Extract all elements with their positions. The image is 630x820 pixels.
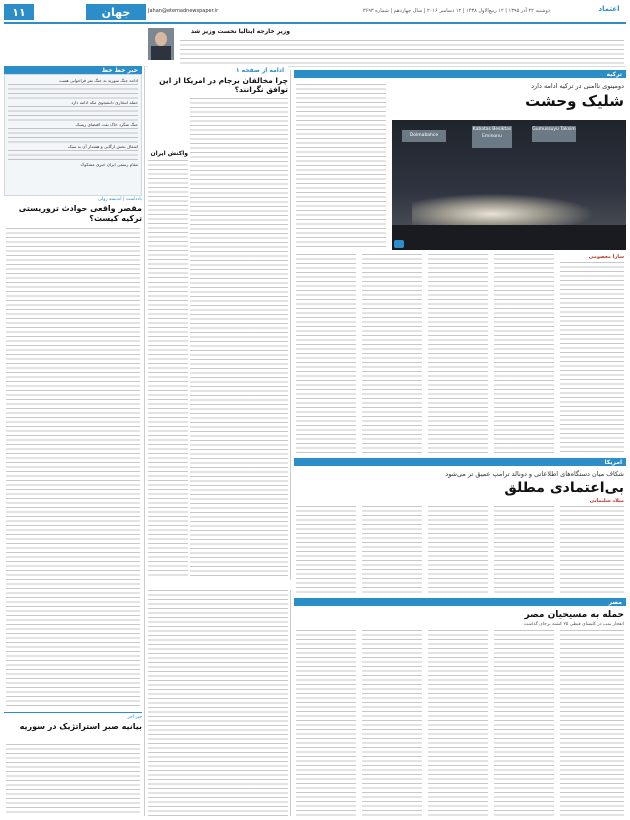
page-header <box>0 0 630 22</box>
date-line: دوشنبه ۲۲ آذر ۱۳۹۵ | ۱۲ ربیع‌الاول ۱۴۳۸ | ۱۲ دسامبر ۲۰۱۶ | سال چهاردهم | شماره ۳۶۹۳ <box>362 8 550 14</box>
second-body-c2 <box>362 506 422 594</box>
camera-icon <box>394 240 404 248</box>
lead-body-c3 <box>428 254 488 454</box>
lead-body-c4 <box>494 254 554 454</box>
lead-body-c2 <box>362 254 422 454</box>
column-rule <box>144 66 145 816</box>
second-body-c5 <box>560 506 624 594</box>
third-deck: انفجار بمب در کلیسای قبطی ۲۵ کشته برجای گذاشت <box>523 622 624 627</box>
second-band: امریکا <box>294 458 626 466</box>
third-body-c1 <box>296 630 356 816</box>
brief-item: جنگ شگرد خاک نفت اقتضای ریسک <box>75 122 138 127</box>
newspaper-logo: اعتماد <box>598 5 620 13</box>
news-brief-box <box>4 74 142 196</box>
third-body-c5 <box>560 630 624 816</box>
third-body-c4 <box>494 630 554 816</box>
lead-headline: شلیک وحشت <box>525 92 624 110</box>
second-body-c1 <box>296 506 356 594</box>
divider <box>4 712 142 713</box>
middle-body-2 <box>148 282 188 578</box>
left-story2-headline: مقصر واقعی حوادث تروریستی ترکیه کیست؟ <box>18 204 142 223</box>
middle-body <box>190 98 288 578</box>
brief-item: مقام رسمی ایران خبری مشکوک <box>80 162 138 167</box>
brief-item: حمله انتحاری دانشجوی مکه ادامه دارد <box>71 100 138 105</box>
second-body-c4 <box>494 506 554 594</box>
second-kicker: شکاف میان دستگاه‌های اطلاعاتی و دونالد ترامپ عمیق تر می‌شود <box>445 470 624 478</box>
second-headline: بی‌اعتمادی مطلق <box>504 480 624 496</box>
brief-item: ادامه جنگ سوریه به جنگ نفر فراخوانی هست <box>58 78 138 83</box>
portrait-photo <box>148 28 174 60</box>
lead-photo <box>392 120 626 250</box>
third-body-c2 <box>362 630 422 816</box>
third-body-c3 <box>428 630 488 816</box>
lead-band: ترکیه <box>294 70 626 78</box>
lead-byline: سارا معصومی <box>588 254 624 260</box>
header-rule <box>4 22 626 24</box>
lead-body-c5 <box>560 262 624 454</box>
road-sign: Gumussuyu Taksim <box>532 126 576 142</box>
left-box-tag: خبر خط خط <box>4 66 142 74</box>
left-story3-headline: بیانیه صبر استراتژیک در سوریه <box>19 722 142 731</box>
section-email: Jahan@etemadnewspaper.ir <box>148 8 219 14</box>
road-sign: Dolmabahce <box>402 130 446 142</box>
left-story3-kicker: خبر آخر <box>127 715 142 720</box>
lead-body-left <box>296 84 386 250</box>
second-byline: میلاد سلیمانی <box>589 498 624 504</box>
third-band: مصر <box>294 598 626 606</box>
lead-kicker: دومینوی ناامنی در ترکیه ادامه دارد <box>531 82 624 90</box>
left-story3-body <box>6 744 140 816</box>
middle-sidebar-title: واکنش ایران <box>150 150 188 157</box>
column-rule <box>290 590 291 816</box>
middle-headline: چرا مخالفان برجام در امریکا از این توافق نگرانند؟ <box>159 76 288 94</box>
brief-item: اشغال بخش ارگانی و هشدار آن به سبک <box>67 144 138 149</box>
left-story2-body <box>6 228 140 708</box>
column-rule <box>290 70 291 580</box>
section-tag: جهان <box>86 4 146 20</box>
middle-kicker: ادامه از صفحه ۱ <box>148 66 288 74</box>
lead-body-c1 <box>296 254 356 454</box>
third-headline: حمله به مسیحیان مصر <box>524 610 624 620</box>
middle-lower-body <box>148 590 288 816</box>
top-story-headline: وزیر خارجه ایتالیا نخست وزیر شد <box>190 28 290 35</box>
road-sign: Kabatas Besiktas Eminonu <box>472 126 512 148</box>
left-story2-kicker: یادداشت | اندیشه رولی <box>98 197 142 202</box>
page-number: ۱۱ <box>4 4 34 20</box>
middle-sidebar <box>148 150 188 280</box>
top-story-body <box>180 40 624 64</box>
second-body-c3 <box>428 506 488 594</box>
